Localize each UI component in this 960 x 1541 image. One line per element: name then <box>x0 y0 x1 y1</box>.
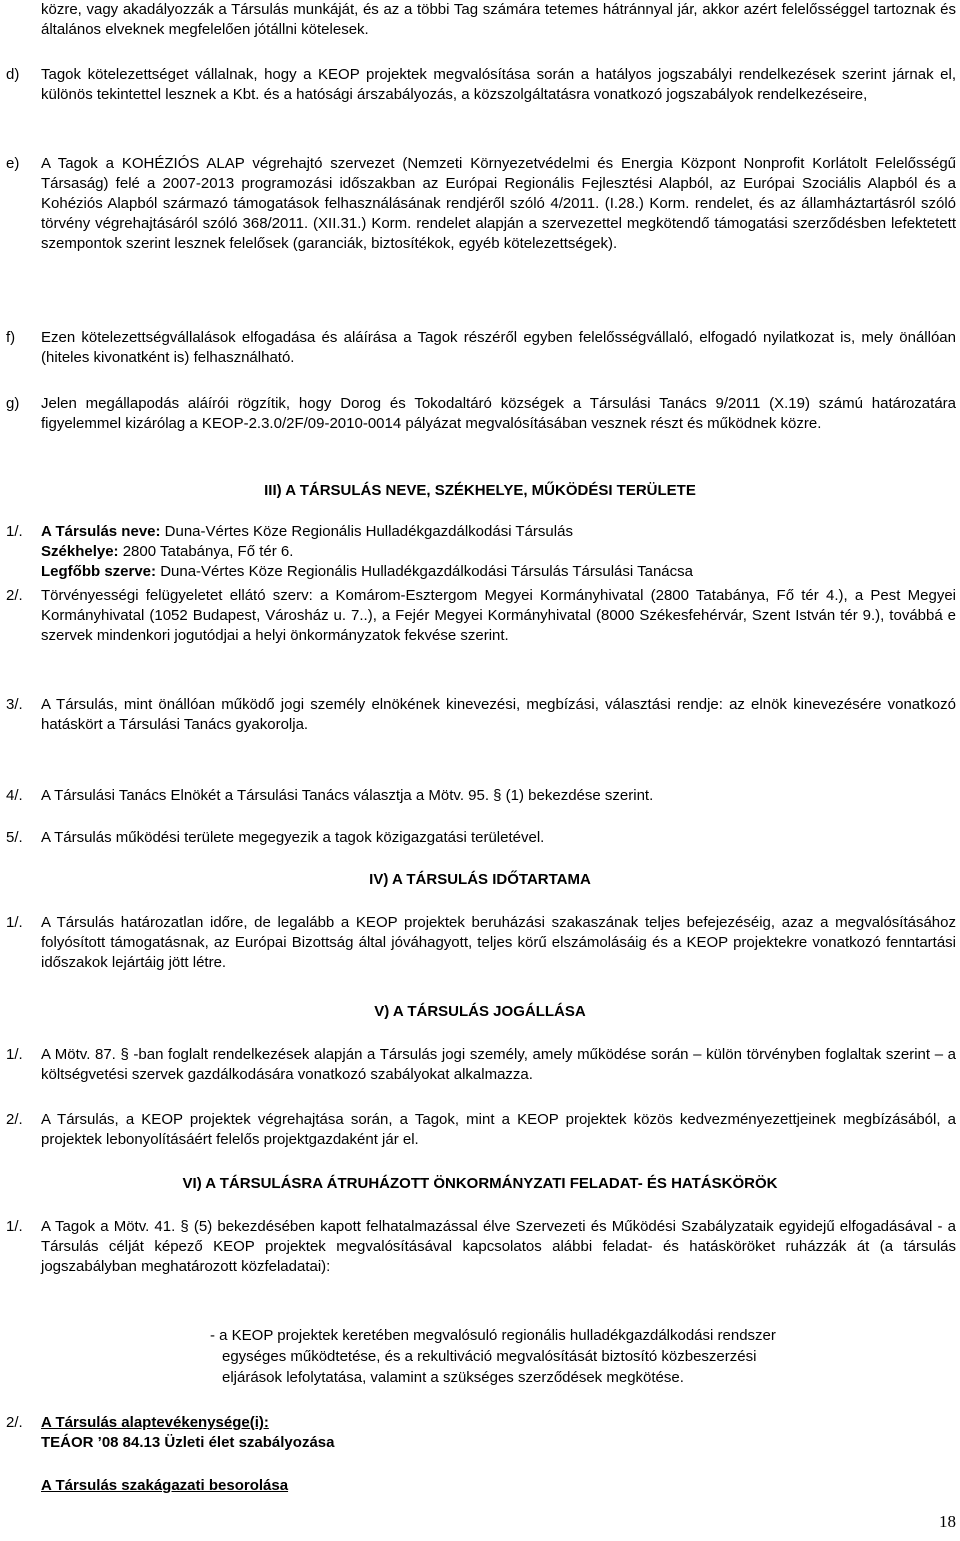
list-text: A Tagok a KOHÉZIÓS ALAP végrehajtó szervezet (Nemzeti Környezetvédelmi és Energia Központ Nonprofit Korlátolt Felelősségű Társaság) felé a 2007-2013 programozási időszakban az Európai Regionális Fejlesztési Alapból, az Európai Szociális Alapból és a Kohéziós Alapból származó támogatások felhasználásának rendjéről szóló 4/2011. (I.28.) Korm. rendelet, és az államháztartásról szóló törvény végrehajtásáról szóló 368/2011. (XII.31.) Korm. rendelet alapján a szervezettel megkötendő támogatási szerződésben lefektetett szempontok szerint lesznek felelősek (garanciák, biztosítékok, egyéb kötelezettségek). <box>41 155 956 252</box>
section3-paragraph-1 <box>6 522 956 582</box>
association-name-value: Duna-Vértes Köze Regionális Hulladékgazdálkodási Társulás <box>160 523 573 540</box>
list-text: Jelen megállapodás aláírói rögzítik, hogy Dorog és Tokodaltáró községek a Társulási Tanács 9/2011 (X.19) számú határozatára figyelemmel kizárólag a KEOP-2.3.0/2F/09-2010-0014 pályázat megvalósításában vesznek részt és működnek közre. <box>41 395 956 432</box>
paragraph-marker: 3/. <box>6 696 23 713</box>
list-item-g <box>6 394 956 434</box>
list-marker: d) <box>6 66 20 83</box>
list-text: Ezen kötelezettségvállalások elfogadása és aláírása a Tagok részéről egyben felelősségvállaló, elfogadó nyilatkozat is, mely önállóan (hiteles kivonatként is) felhasználható. <box>41 329 956 366</box>
list-marker: e) <box>6 155 20 172</box>
seat-label: Székhelye: <box>41 543 119 560</box>
list-item-f <box>6 328 956 368</box>
section3-paragraph-2: 2/. Törvényességi felügyeletet ellátó szerv: a Komárom-Esztergom Megyei Kormányhivatal (2800 Tatabánya, Fő tér 4.), a Pest Megyei Kormányhivatal (1052 Budapest, Városház u. 7..), a Fejér Megyei Kormányhivatal (8000 Székesfehérvár, Szent István tér 9.), továbbá e szervek mindenkori jogutódjai a helyi önkormányzatok fekvése szerint. <box>6 587 956 644</box>
section-heading-3: III) A TÁRSULÁS NEVE, SZÉKHELYE, MŰKÖDÉSI TERÜLETE <box>264 482 696 499</box>
section6-paragraph-2 <box>6 1413 956 1453</box>
bullet-line-3: eljárások lefolytatása, valamint a szükséges szerződések megkötése. <box>222 1369 684 1386</box>
organ-label: Legfőbb szerve: <box>41 563 157 580</box>
list-item-e <box>6 154 956 254</box>
paragraph-marker: 2/. <box>6 587 23 604</box>
section-heading-6: VI) A TÁRSULÁSRA ÁTRUHÁZOTT ÖNKORMÁNYZATI FELADAT- ÉS HATÁSKÖRÖK <box>182 1175 778 1192</box>
section-heading-5: V) A TÁRSULÁS JOGÁLLÁSA <box>374 1003 586 1020</box>
section5-paragraph-1: 1/. A Mötv. 87. § -ban foglalt rendelkezések alapján a Társulás jogi személy, amely működése során – külön törvényben foglaltak szerint – a költségvetési szervek gazdálkodására vonatkozó szabályokat alkalmazza. <box>6 1046 956 1083</box>
list-marker: f) <box>6 329 16 346</box>
section-heading-4: IV) A TÁRSULÁS IDŐTARTAMA <box>369 871 591 888</box>
list-text: Tagok kötelezettséget vállalnak, hogy a KEOP projektek megvalósítása során a hatályos jogszabályi rendelkezések szerint járnak el, különös tekintettel lesznek a Kbt. és a hatósági árszabályozás, a közszolgáltatásra vonatkozó jogszabályok rendelkezéseire, <box>41 66 956 103</box>
paragraph-marker: 1/. <box>6 1046 23 1063</box>
section5-paragraph-2: 2/. A Társulás, a KEOP projektek végrehajtása során, a Tagok, mint a KEOP projektek közös kedvezményezettjeinek megbízásából, a projektek lebonyolításáért felelős projektgazdaként jár el. <box>6 1111 956 1148</box>
page-number: 18 <box>939 1512 956 1531</box>
seat-value: 2800 Tatabánya, Fő tér 6. <box>118 543 294 560</box>
section3-paragraph-5: 5/. A Társulás működési területe megegyezik a tagok közigazgatási területével. <box>6 829 545 846</box>
seat-line <box>41 542 956 562</box>
bullet-line-2: egységes működtetése, és a rekultiváció megvalósítását biztosító közbeszerzési <box>222 1348 757 1365</box>
paragraph-marker: 5/. <box>6 829 23 846</box>
core-activity-label: A Társulás alaptevékenysége(i): <box>41 1414 269 1431</box>
list-marker: g) <box>6 395 20 412</box>
teaor-line: TEÁOR ’08 84.13 Üzleti élet szabályozása <box>41 1434 335 1451</box>
paragraph-marker: 4/. <box>6 787 23 804</box>
intro-paragraph: közre, vagy akadályozzák a Társulás munkáját, és az a többi Tag számára tetemes hátránnyal jár, akkor azért felelősséggel tartoznak és általános elveknek megfelelően jótállni kötelesek. <box>41 1 956 38</box>
section3-paragraph-4: 4/. A Társulási Tanács Elnökét a Társulási Tanács választja a Mötv. 95. § (1) bekezdése szerint. <box>6 787 654 804</box>
section6-paragraph-1: 1/. A Tagok a Mötv. 41. § (5) bekezdésében kapott felhatalmazással élve Szervezeti és Működési Szabályzataik egyidejű elfogadásával - a Társulás célját képező KEOP projektek megvalósításával kapcsolatos alábbi feladat- és hatásköröket ruházzák át (a társulás jogszabályban meghatározott közfeladatai): <box>6 1218 956 1275</box>
organ-line <box>41 562 956 582</box>
association-name-label: A Társulás neve: <box>41 523 161 540</box>
paragraph-marker: 1/. <box>6 914 23 931</box>
paragraph-marker: 1/. <box>6 523 23 540</box>
organ-value: Duna-Vértes Köze Regionális Hulladékgazdálkodási Társulás Társulási Tanácsa <box>156 563 693 580</box>
paragraph-marker: 2/. <box>6 1111 23 1128</box>
paragraph-marker: 1/. <box>6 1218 23 1235</box>
paragraph-marker: 2/. <box>6 1414 23 1431</box>
bullet-line-1: - a KEOP projektek keretében megvalósuló regionális hulladékgazdálkodási rendszer <box>210 1327 776 1344</box>
list-item-d <box>6 65 956 105</box>
branch-classification <box>6 1476 956 1496</box>
section3-paragraph-3: 3/. A Társulás, mint önállóan működő jogi személy elnökének kinevezési, megbízási, választási rendje: az elnök kinevezésére vonatkozó hatáskört a Társulási Tanács gyakorolja. <box>6 696 956 733</box>
section4-paragraph-1: 1/. A Társulás határozatlan időre, de legalább a KEOP projektek beruházási szakaszának teljes befejezéséig, azaz a megvalósításához folyósított támogatásnak, az Európai Bizottság által jóváhagyott, teljes körű elszámolásáig és a KEOP projektekre vonatkozó fenntartási időszakok lejártáig jött létre. <box>6 914 956 971</box>
branch-classification-label: A Társulás szakágazati besorolása <box>41 1477 289 1494</box>
association-name-line <box>41 522 956 542</box>
